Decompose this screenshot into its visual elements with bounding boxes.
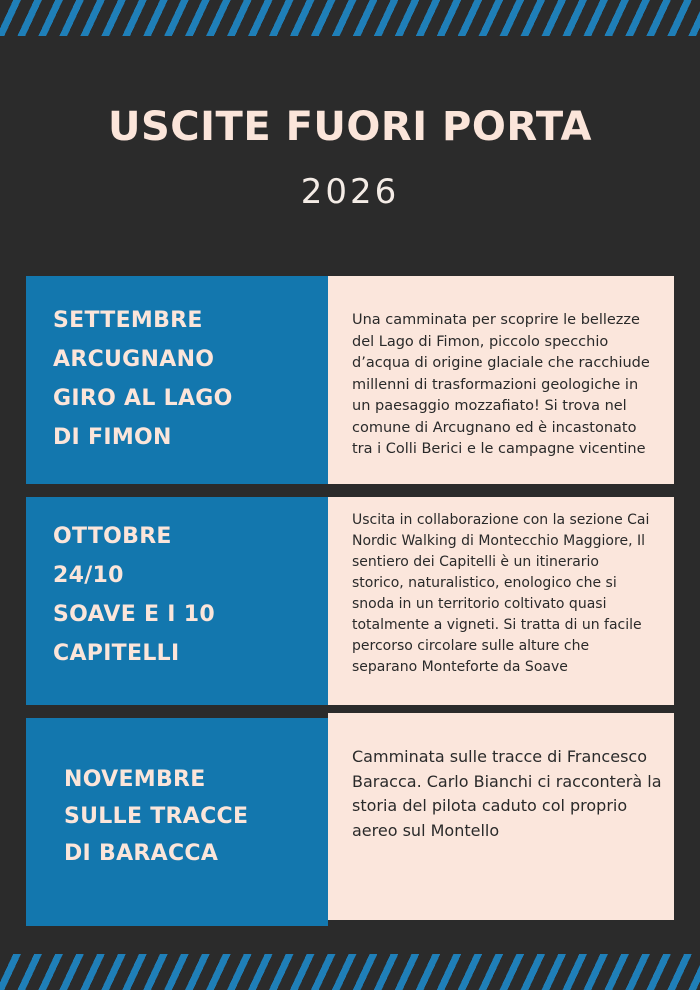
event-heading-panel: [26, 718, 328, 926]
event-heading-line: ARCUGNANO: [53, 347, 215, 372]
event-heading-line: DI BARACCA: [64, 841, 219, 866]
event-heading: [53, 517, 215, 673]
page-title: USCITE FUORI PORTA: [108, 104, 592, 150]
event-description-panel: [328, 497, 674, 705]
event-heading: [53, 301, 233, 457]
event-description-panel: [328, 276, 674, 484]
event-heading-line: CAPITELLI: [53, 641, 180, 666]
event-heading-line: SULLE TRACCE: [64, 804, 249, 829]
event-heading-line: 24/10: [53, 563, 124, 588]
event-heading-line: SETTEMBRE: [53, 308, 203, 333]
event-heading: [64, 761, 248, 872]
page-year: 2026: [300, 172, 400, 212]
event-heading-line: NOVEMBRE: [64, 767, 206, 792]
event-card-october: [26, 497, 674, 705]
event-description-panel: [328, 713, 674, 920]
event-card-september: [26, 276, 674, 484]
event-heading-line: GIRO AL LAGO: [53, 386, 233, 411]
event-heading-line: DI FIMON: [53, 425, 172, 450]
event-description: Una camminata per scoprire le bellezze del Lago di Fimon, piccolo specchio d’acqua di origine glaciale che racchiude millenni di trasformazioni geologiche in un paesaggio mozzafiato! Si trova nel comune di Arcugnano ed è incastonato tra i Colli Berici e le campagne vicentine: [352, 312, 650, 457]
event-description: Uscita in collaborazione con la sezione Cai Nordic Walking di Montecchio Maggiore, Il sentiero dei Capitelli è un itinerario storico, naturalistico, enologico che si snoda in un territorio coltivato quasi totalmente a vigneti. Si tratta di un facile percorso circolare sulle alture che separano Monteforte da Soave: [352, 512, 650, 675]
event-card-november: [26, 713, 674, 920]
event-heading-panel: [26, 276, 328, 484]
event-heading-line: OTTOBRE: [53, 524, 172, 549]
event-heading-panel: [26, 497, 328, 705]
event-description: Camminata sulle tracce di Francesco Baracca. Carlo Bianchi ci racconterà la storia del pilota caduto col proprio aereo sul Montello: [352, 747, 662, 840]
bottom-stripe-border: [0, 954, 700, 990]
event-heading-line: SOAVE E I 10: [53, 602, 215, 627]
top-stripe-border: [0, 0, 700, 36]
